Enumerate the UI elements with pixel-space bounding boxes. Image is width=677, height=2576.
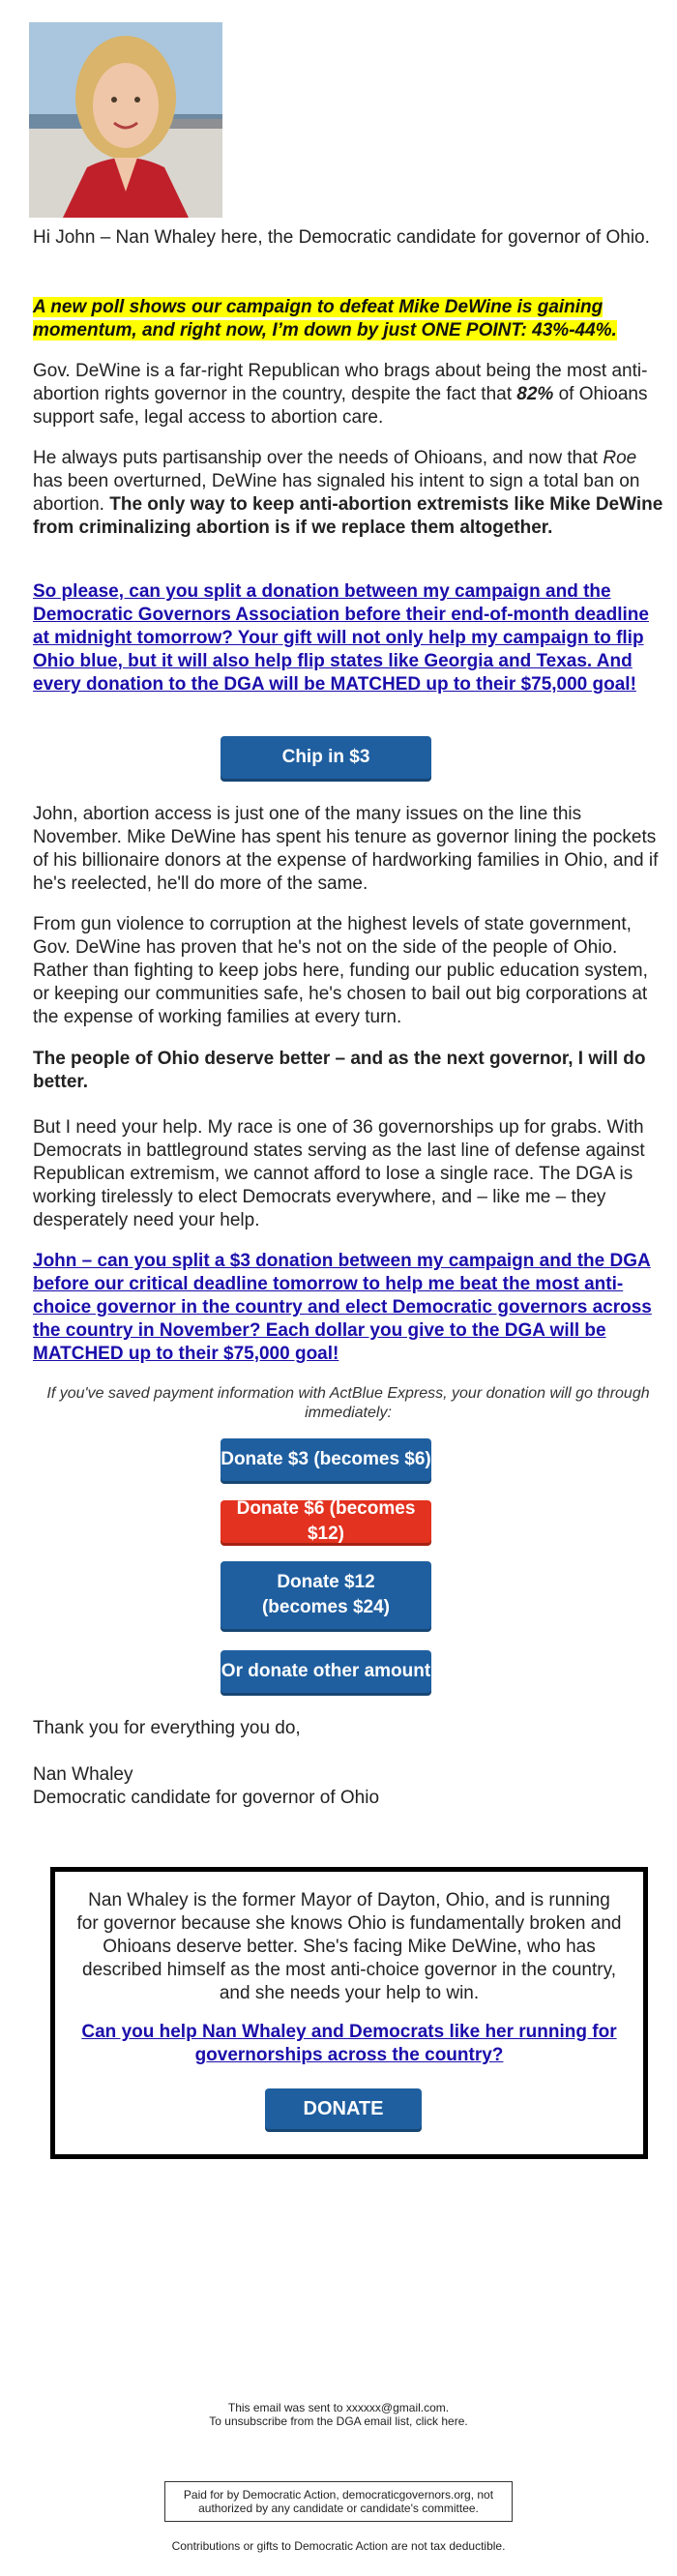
paragraph-deserve-better [33, 1048, 663, 1094]
p5-bold: The people of Ohio deserve better – and as the next governor, I will do better. [33, 1049, 646, 1092]
p1-before: Gov. DeWine is a far-right Republican who brags about being the most anti-abortion rights governor in the country, despite the fact that [33, 361, 648, 404]
p2-bold: The only way to keep anti-abortion extremists like Mike DeWine from criminalizing abortion is if we replace them altogether. [33, 494, 663, 538]
paid-for-box [164, 2481, 513, 2522]
greeting: Hi John – Nan Whaley here, the Democratic candidate for governor of Ohio. [33, 227, 650, 248]
donate-12-button[interactable]: Donate $12 (becomes $24) [221, 1561, 431, 1629]
chip-in-button[interactable]: Chip in $3 [221, 736, 431, 779]
p2-roe: Roe [603, 448, 637, 468]
footer-sent: This email was sent to xxxxxx@gmail.com. [227, 2401, 450, 2414]
donation-link-1[interactable]: So please, can you split a donation between my campaign and the Democratic Governors Association before their end-of-month deadline at midnight tomorrow? Your gift will not only help my campaign to flip Ohio blue, but it will also help flip states like Georgia and Texas. And every donation to the DGA will be MATCHED up to their $75,000 goal! [33, 581, 649, 695]
highlight-text: A new poll shows our campaign to defeat Mike DeWine is gaining momentum, and right now, I’m down by just ONE POINT: 43%-44%. [33, 297, 617, 341]
signature [33, 1763, 663, 1810]
footer-tax-deductible: Contributions or gifts to Democratic Action are not tax deductible. [171, 2539, 506, 2553]
paragraph-abortion-access: John, abortion access is just one of the many issues on the line this November. Mike DeWine has spent his tenure as governor lining the pockets of his billionaire donors at the expense of hardworking families in Ohio, and if he's reelected, he'll do more of the same. [33, 804, 659, 894]
box-link[interactable]: Can you help Nan Whaley and Democrats like her running for governorships across the country? [81, 2022, 617, 2065]
p1-after: of Ohioans support safe, legal access to abortion care. [33, 384, 648, 428]
paragraph-need-help: But I need your help. My race is one of 36 governorships up for grabs. With Democrats in battleground states serving as the last line of defense against Republican extremism, we cannot afford to lose a single race. The DGA is working tirelessly to elect Democrats everywhere, and – like me – they desperately need your help. [33, 1117, 645, 1230]
p1-stat: 82% [516, 384, 554, 404]
box-text: Nan Whaley is the former Mayor of Dayton, Ohio, and is running for governor because she knows Ohio is fundamentally broken and Ohioans deserve better. She's facing Mike DeWine, who has described himself as the most anti-choice governor in the country, and she needs your help to win. [76, 1890, 622, 2003]
poll-highlight [33, 296, 663, 342]
p2-middle: has been overturned, DeWine has signaled his intent to sign a total ban on abortion. [33, 471, 640, 515]
actblue-note: If you've saved payment information with ActBlue Express, your donation will go through immediately: [46, 1385, 650, 1421]
candidate-info-box [50, 1867, 648, 2159]
signature-name: Nan Whaley [33, 1764, 133, 1785]
donate-3-button[interactable]: Donate $3 (becomes $6) [221, 1438, 431, 1481]
paragraph-gun-violence: From gun violence to corruption at the highest levels of state government, Gov. DeWine has proven that he's not on the side of the people of Ohio. Rather than fighting to keep jobs here, funding our public education system, or keeping our communities safe, he's chosen to bail out big corporations at the expense of working families at every turn. [33, 914, 648, 1027]
signature-title: Democratic candidate for governor of Ohio [33, 1788, 380, 1808]
candidate-photo [29, 22, 222, 218]
donation-link-1-wrap [33, 580, 663, 696]
box-link-wrap [76, 2021, 622, 2067]
paid-for-text: Paid for by Democratic Action, democraticgovernors.org, not authorized by any candidate or candidate's committee. [183, 2488, 494, 2515]
donation-link-2-wrap [33, 1250, 663, 1366]
paragraph-dewine [33, 360, 663, 429]
box-donate-button[interactable]: DONATE [265, 2088, 422, 2129]
footer-unsubscribe[interactable]: To unsubscribe from the DGA email list, click here. [209, 2414, 468, 2428]
donation-link-2[interactable]: John – can you split a $3 donation between my campaign and the DGA before our critical deadline tomorrow to help me beat the most anti-choice governor in the country and elect Democratic governors across the country in November? Each dollar you give to the DGA will be MATCHED up to their $75,000 goal! [33, 1251, 652, 1364]
paragraph-roe [33, 447, 663, 540]
p2-before: He always puts partisanship over the needs of Ohioans, and now that [33, 448, 603, 468]
donate-other-button[interactable]: Or donate other amount [221, 1650, 431, 1693]
closing: Thank you for everything you do, [33, 1718, 301, 1738]
donate-6-button[interactable]: Donate $6 (becomes $12) [221, 1500, 431, 1543]
